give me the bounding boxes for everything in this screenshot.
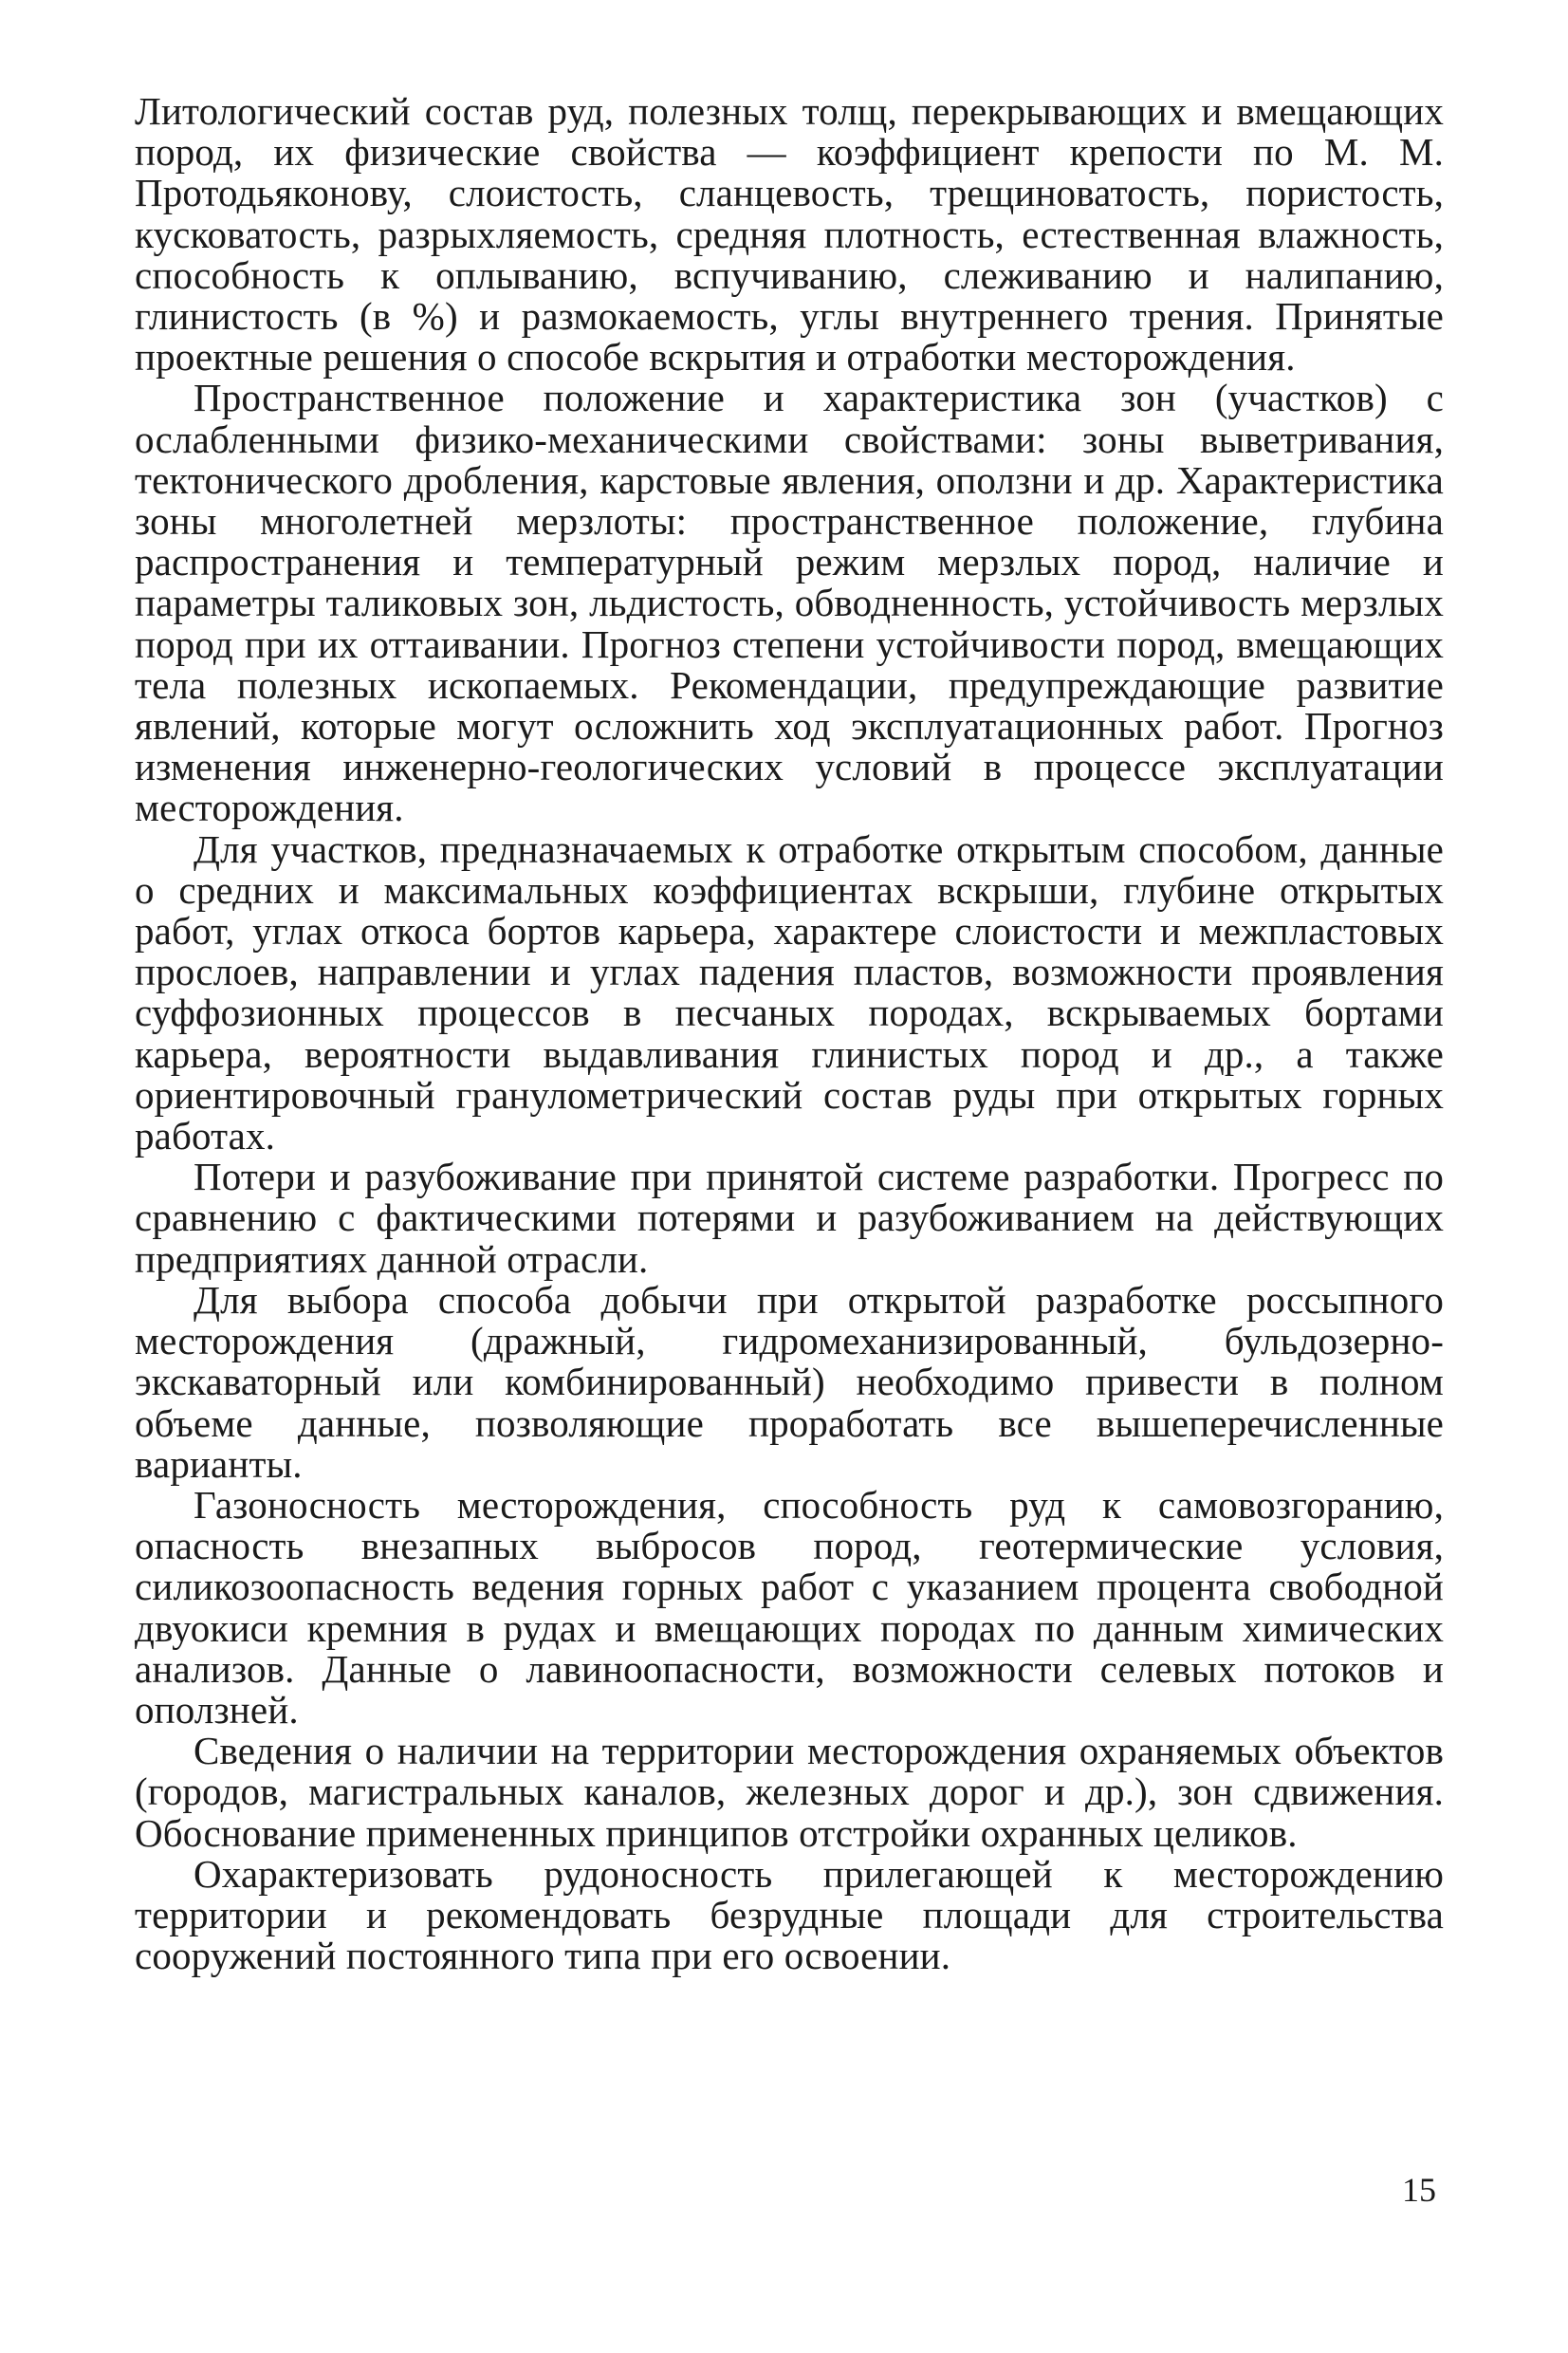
paragraph-placer-mining-method: Для выбора способа добычи при открытой разработке россыпного месторождения (дражный, гидромеханизированный, бульдозерно-экскаваторный или комбинированный) необходимо привести в полном объеме данные, позволяющие проработать все вышеперечисленные варианты. xyxy=(135,1277,1444,1486)
paragraph-ore-bearing-territory: Охарактеризовать рудоносность прилегающей к месторождению территории и рекомендовать безрудные площади для строительства сооружений постоянного типа при его освоении. xyxy=(135,1851,1444,1978)
paragraph-open-pit-areas: Для участков, предназначаемых к отработке открытым способом, данные о средних и максимальных коэффициентах вскрыши, глубине открытых работ, углах откоса бортов карьера, характере слоистости и межпластовых прослоев, направлении и углах падения пластов, возможности проявления суффозионных процессов в песчаных породах, вскрываемых бортами карьера, вероятности выдавливания глинистых пород и др., а также ориентировочный гранулометрический состав руды при открытых горных работах. xyxy=(135,826,1444,1158)
page-number: 15 xyxy=(1402,2171,1436,2209)
paragraph-lithology: Литологический состав руд, полезных толщ, перекрывающих и вмещающих пород, их физические свойства — коэффициент крепости по М. М. Протодьяконову, слоистость, сланцевость, трещиноватость, пористость, кусковатость, разрыхляемость, средняя плотность, естественная влажность, способность к оплыванию, вспучиванию, слеживанию и налипанию, глинистость (в %) и размокаемость, углы внутреннего трения. Принятые проектные решения о способе вскрытия и отработки месторождения. xyxy=(135,89,1444,380)
paragraph-gas-content: Газоносность месторождения, способность руд к самовозгоранию, опасность внезапных выбросов пород, геотермические условия, силикозоопасность ведения горных работ с указанием процента свободной двуокиси кремния в рудах и вмещающих породах по данным химических анализов. Данные о лавиноопасности, возможности селевых потоков и оползней. xyxy=(135,1482,1444,1732)
paragraph-weakened-zones: Пространственное положение и характеристика зон (участков) с ослабленными физико-механическими свойствами: зоны выветривания, тектонического дробления, карстовые явления, оползни и др. Характеристика зоны многолетней мерзлоты: пространственное положение, глубина распространения и температурный режим мерзлых пород, наличие и параметры таликовых зон, льдистость, обводненность, устойчивость мерзлых пород при их оттаивании. Прогноз степени устойчивости пород, вмещающих тела полезных ископаемых. Рекомендации, предупреждающие развитие явлений, которые могут осложнить ход эксплуатационных работ. Прогноз изменения инженерно-геологических условий в процессе эксплуатации месторождения. xyxy=(135,376,1444,830)
paragraph-losses-dilution: Потери и разубоживание при принятой системе разработки. Прогресс по сравнению с фактическими потерями и разубоживанием на действующих предприятиях данной отрасли. xyxy=(135,1155,1444,1281)
paragraph-protected-objects: Сведения о наличии на территории месторождения охраняемых объектов (городов, магистральных каналов, железных дорог и др.), зон сдвижения. Обоснование примененных принципов отстройки охранных целиков. xyxy=(135,1729,1444,1855)
body-text xyxy=(135,91,1444,1976)
